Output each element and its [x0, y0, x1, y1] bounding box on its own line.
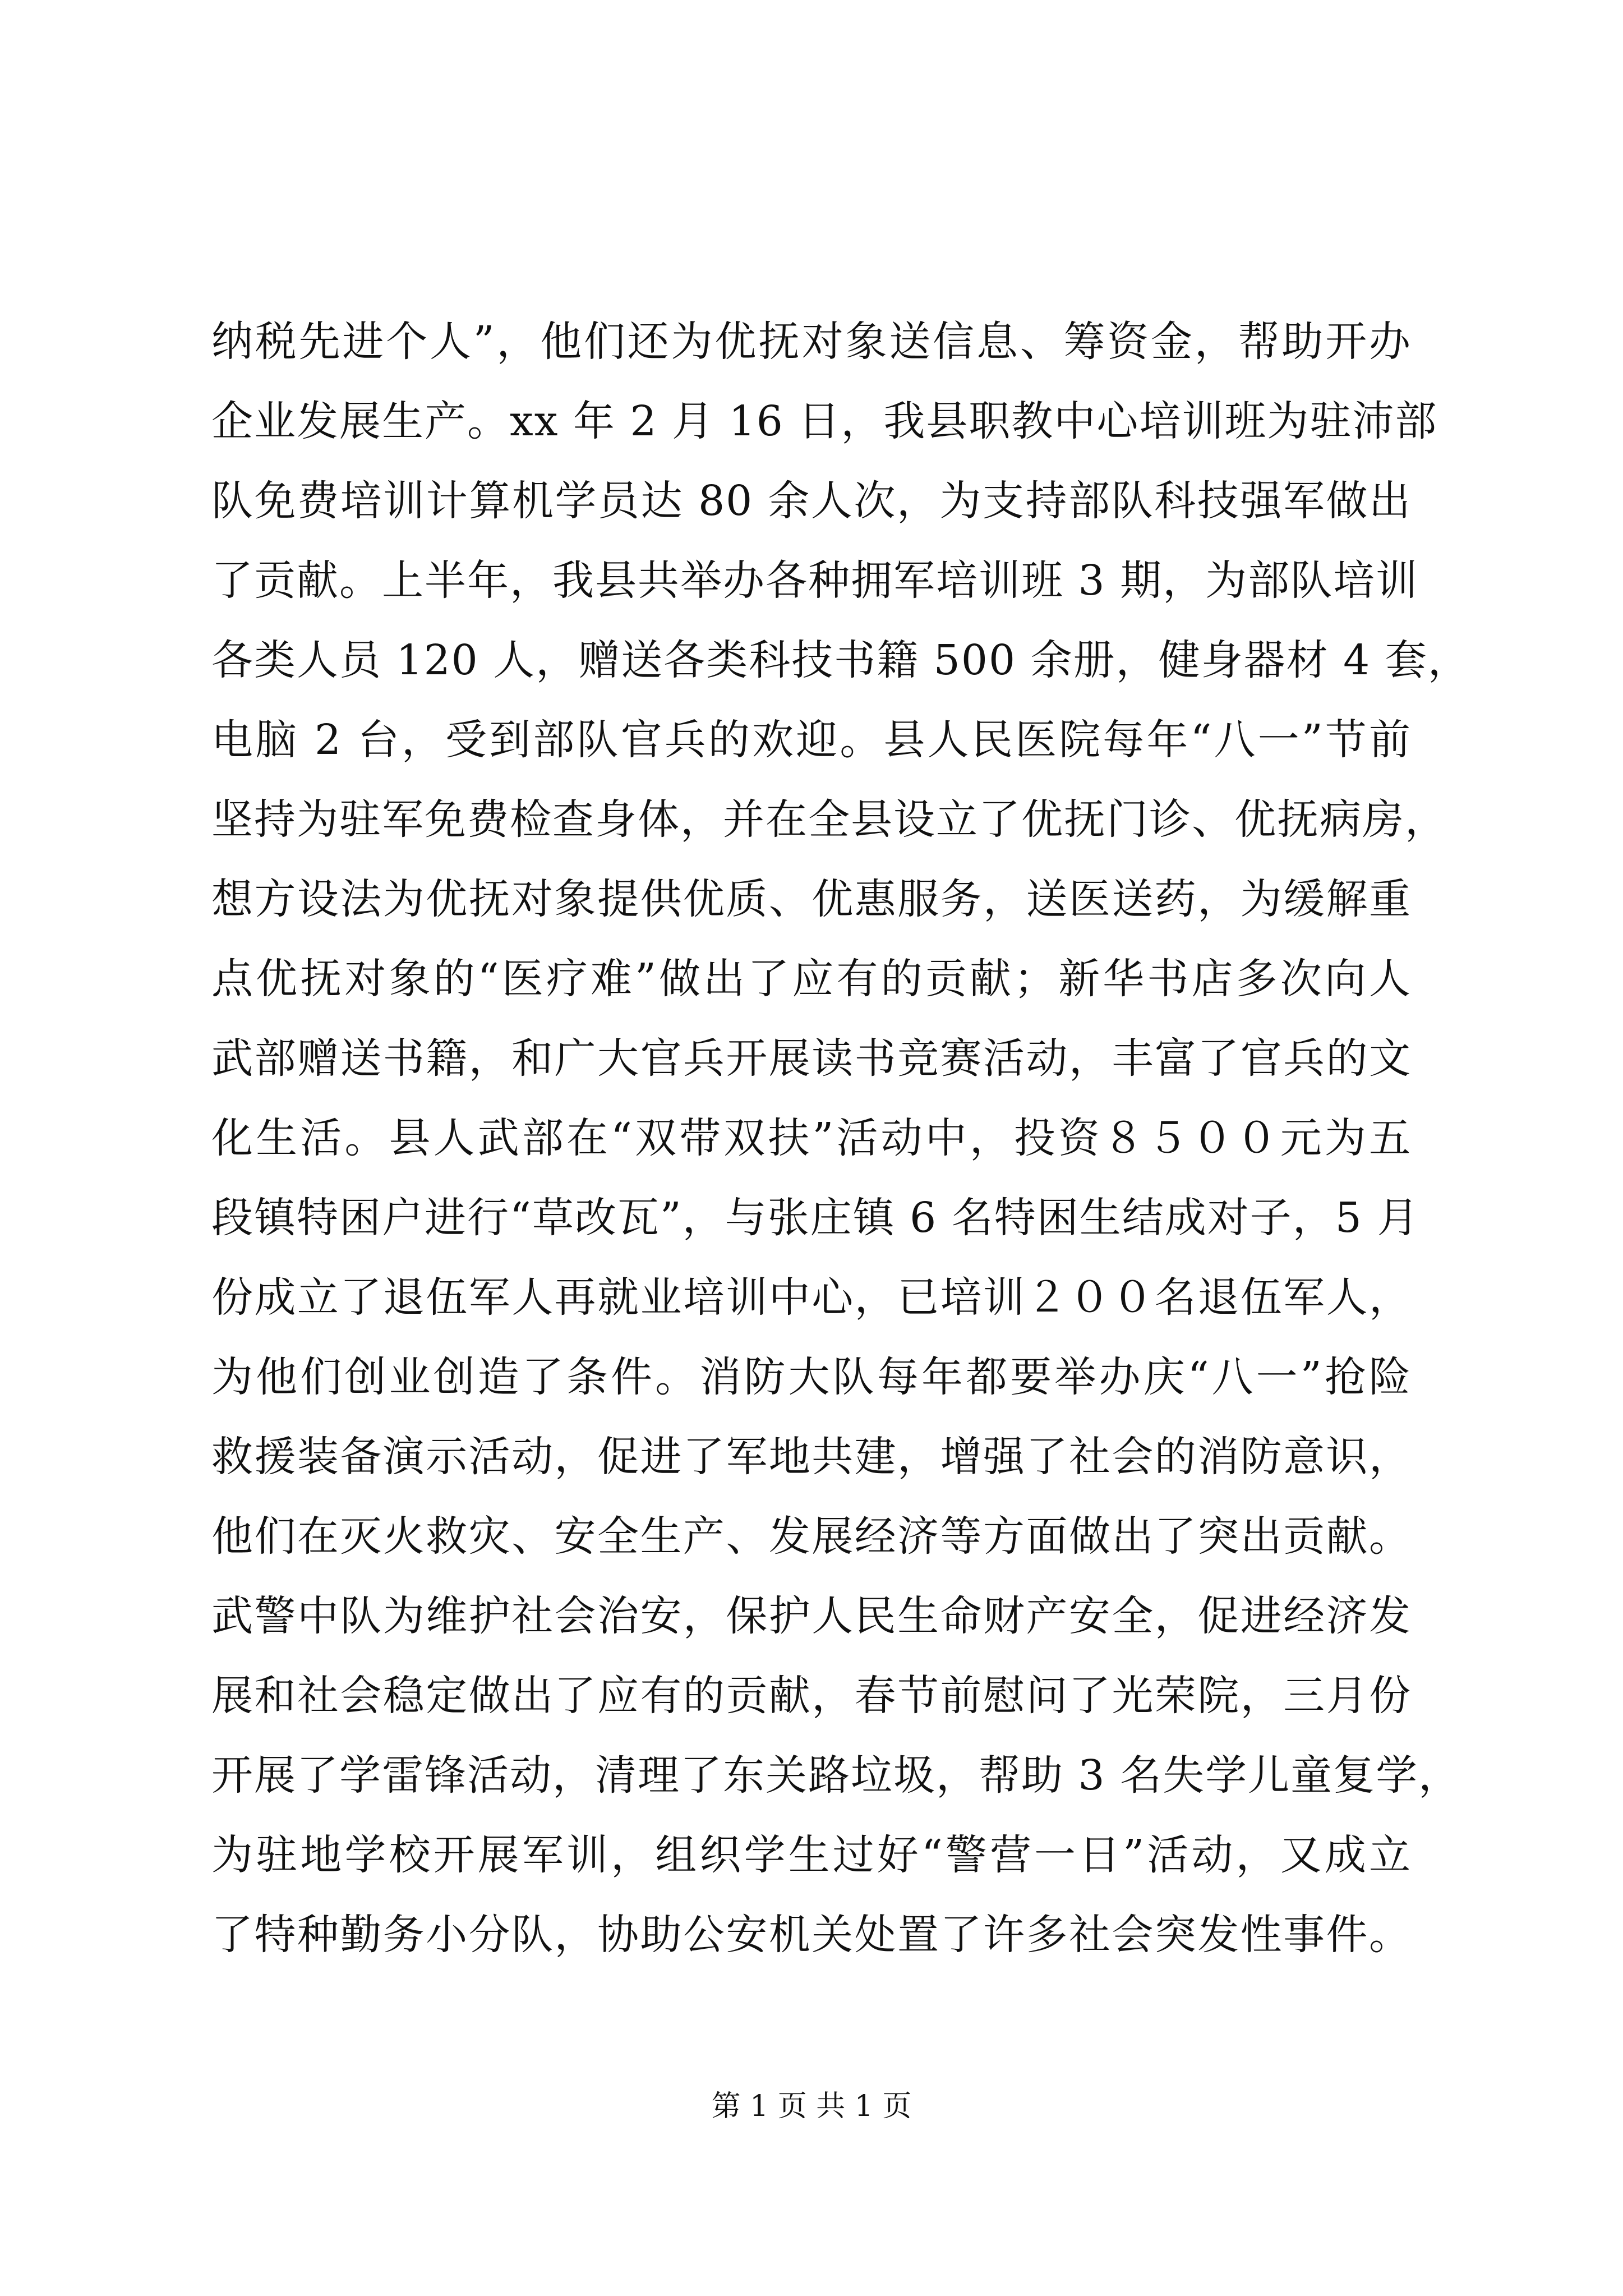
- text-line: 化生活。县人武部在“双带双扶”活动中，投资８５００元为五: [211, 1114, 1412, 1162]
- text-line: 各类人员 120 人，赠送各类科技书籍 500 余册，健身器材 4 套，: [211, 636, 1470, 684]
- text-line: 为他们创业创造了条件。消防大队每年都要举办庆“八一”抢险: [211, 1353, 1412, 1401]
- text-line: 了特种勤务小分队，协助公安机关处置了许多社会突发性事件。: [211, 1911, 1412, 1959]
- text-line: 想方设法为优抚对象提供优质、优惠服务，送医送药，为缓解重: [211, 875, 1412, 923]
- text-line: 纳税先进个人”，他们还为优抚对象送信息、筹资金，帮助开办: [211, 318, 1412, 366]
- text-line: 为驻地学校开展军训，组织学生过好“警营一日”活动，又成立: [211, 1831, 1412, 1879]
- text-line: 份成立了退伍军人再就业培训中心，已培训２００名退伍军人，: [211, 1273, 1412, 1322]
- text-line: 队免费培训计算机学员达 80 余人次，为支持部队科技强军做出: [211, 477, 1412, 525]
- text-line: 企业发展生产。xx 年 2 月 16 日，我县职教中心培训班为驻沛部: [211, 397, 1438, 445]
- text-line: 武部赠送书籍，和广大官兵开展读书竞赛活动，丰富了官兵的文: [211, 1034, 1412, 1083]
- text-line: 段镇特困户进行“草改瓦”，与张庄镇 6 名特困生结成对子，5 月: [211, 1194, 1420, 1242]
- body-paragraph: [211, 302, 1470, 1975]
- text-line: 武警中队为维护社会治安，保护人民生命财产安全，促进经济发: [211, 1592, 1412, 1640]
- text-line: 开展了学雷锋活动，清理了东关路垃圾，帮助 3 名失学儿童复学，: [211, 1751, 1461, 1800]
- page-number-footer: 第 1 页 共 1 页: [711, 2090, 912, 2123]
- text-line: 他们在灭火救灾、安全生产、发展经济等方面做出了突出贡献。: [211, 1512, 1412, 1561]
- text-line: 救援装备演示活动，促进了军地共建，增强了社会的消防意识，: [211, 1433, 1412, 1481]
- text-line: 点优抚对象的“医疗难”做出了应有的贡献；新华书店多次向人: [211, 955, 1412, 1003]
- text-line: 电脑 2 台，受到部队官兵的欢迎。县人民医院每年“八一”节前: [211, 716, 1412, 764]
- text-line: 坚持为驻军免费检查身体，并在全县设立了优抚门诊、优抚病房，: [211, 795, 1447, 844]
- text-line: 展和社会稳定做出了应有的贡献，春节前慰问了光荣院，三月份: [211, 1672, 1412, 1720]
- text-line: 了贡献。上半年，我县共举办各种拥军培训班 3 期，为部队培训: [211, 556, 1419, 605]
